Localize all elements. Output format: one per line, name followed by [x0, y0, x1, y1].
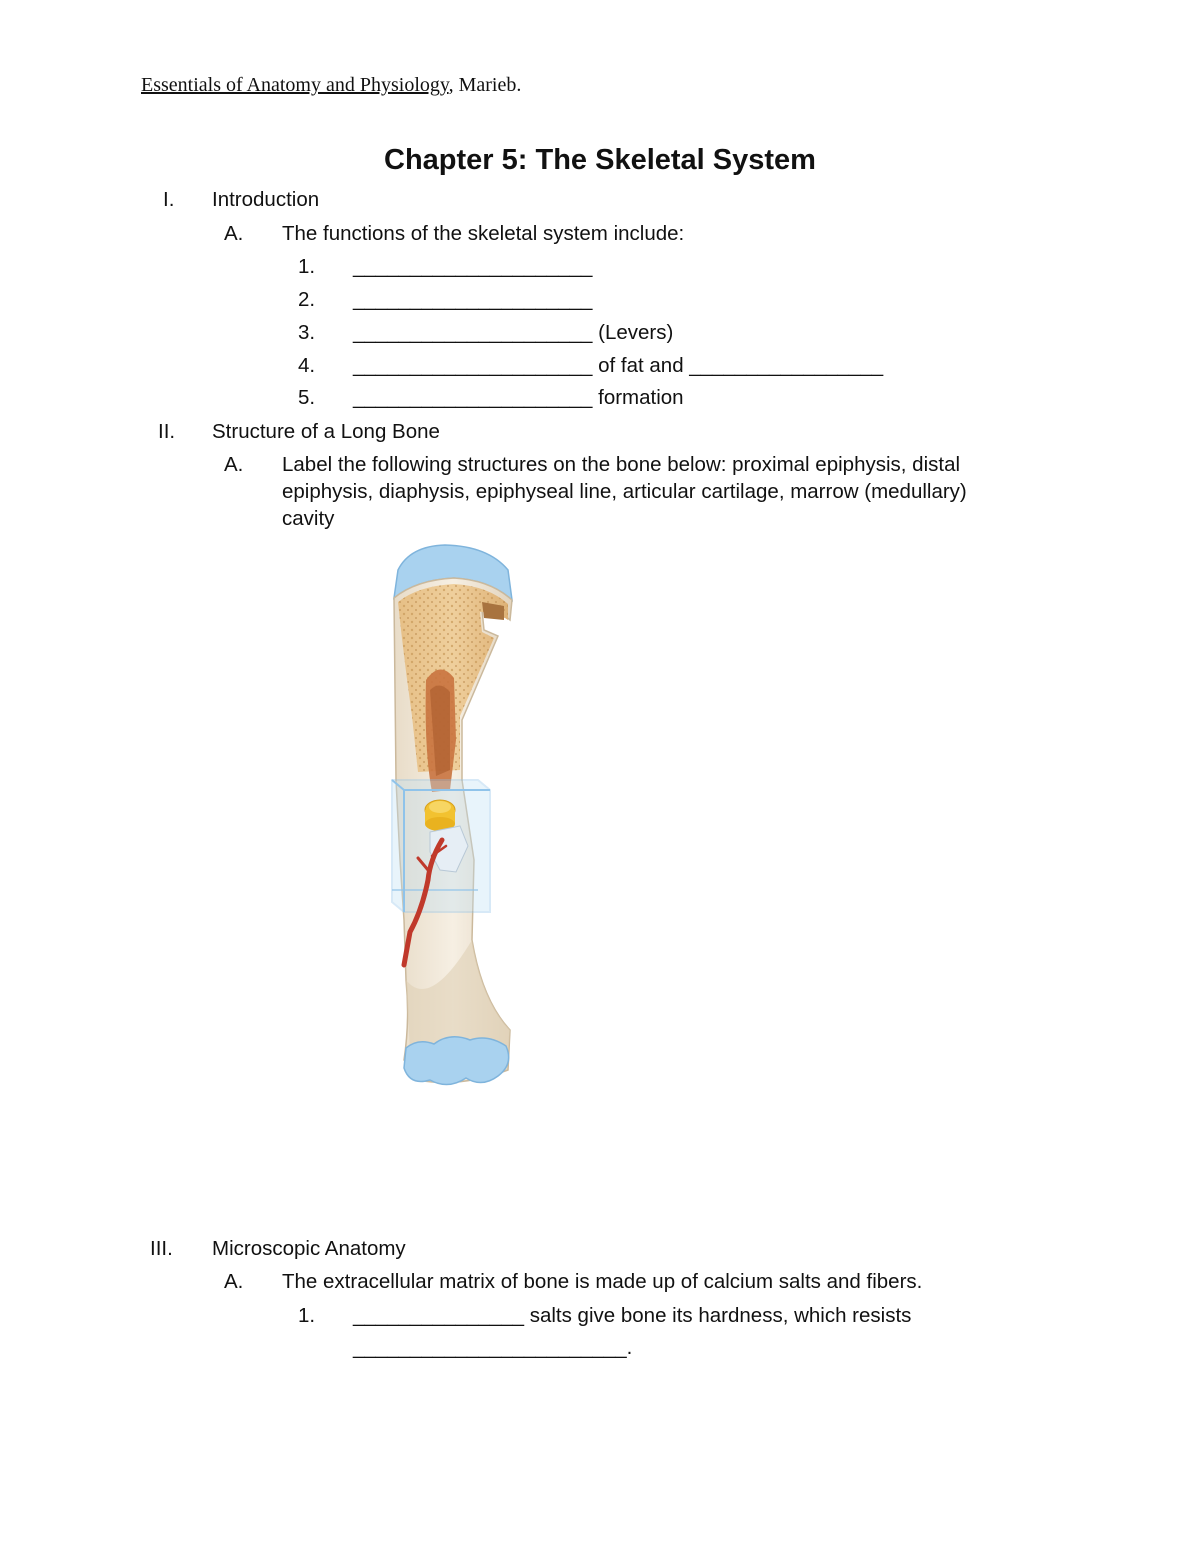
label-instructions: Label the following structures on the bone below: proximal epiphysis, distal epiphysis, diaphysis, epiphyseal line, articular cartilage, marrow (medullary) cavity: [282, 453, 967, 530]
function-blank-3: _____________________ (Levers): [353, 321, 674, 344]
section-marker-3: III.: [150, 1237, 173, 1260]
function-blank-1: _____________________: [353, 255, 593, 278]
functions-prompt: The functions of the skeletal system include:: [282, 222, 685, 245]
section-marker-2: II.: [158, 420, 176, 443]
function-blank-5: _____________________ formation: [353, 386, 684, 409]
long-bone-illustration: [370, 540, 530, 1100]
function-number-2: 2.: [298, 288, 316, 311]
distal-articular-cartilage: [404, 1037, 509, 1085]
book-title: Essentials of Anatomy and Physiology: [141, 74, 449, 96]
author-name: , Marieb.: [448, 74, 522, 96]
item-marker-1a: A.: [224, 222, 244, 245]
section-marker-1: I.: [163, 188, 175, 211]
calcium-salts-blank: _______________ salts give bone its hardness, which resists: [353, 1304, 912, 1327]
function-blank-2: _____________________: [353, 288, 593, 311]
matrix-statement: The extracellular matrix of bone is made up of calcium salts and fibers.: [282, 1270, 923, 1293]
function-blank-4: _____________________ of fat and _________________: [353, 354, 884, 377]
matrix-item-number-1: 1.: [298, 1304, 316, 1327]
item-marker-2a: A.: [224, 453, 244, 476]
yellow-marrow-core: [425, 800, 455, 831]
function-number-1: 1.: [298, 255, 316, 278]
chapter-title: Chapter 5: The Skeletal System: [384, 144, 816, 176]
section-title-long-bone: Structure of a Long Bone: [212, 420, 440, 443]
item-marker-3a: A.: [224, 1270, 244, 1293]
function-number-4: 4.: [298, 354, 316, 377]
function-number-3: 3.: [298, 321, 316, 344]
function-number-5: 5.: [298, 386, 316, 409]
resists-blank: ________________________.: [353, 1336, 633, 1359]
section-title-introduction: Introduction: [212, 188, 320, 211]
running-header: [141, 74, 521, 97]
section-title-microscopic: Microscopic Anatomy: [212, 1237, 406, 1260]
